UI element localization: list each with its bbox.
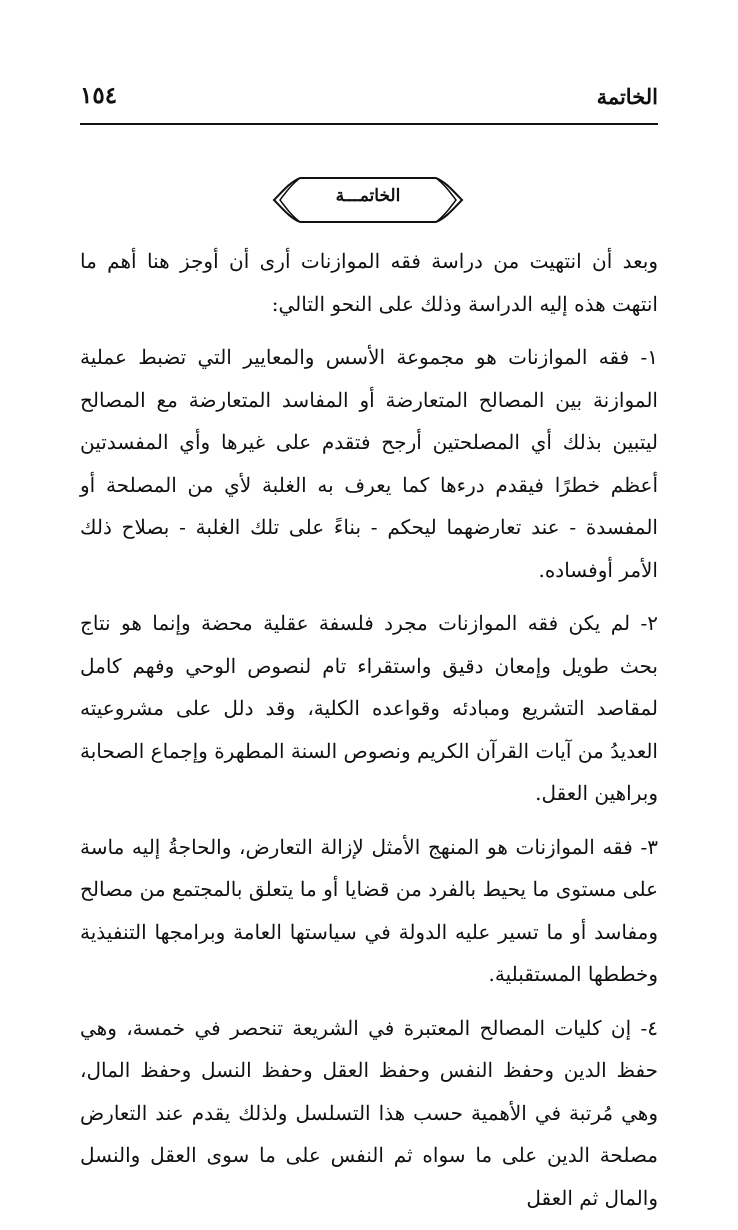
- running-header: [80, 78, 658, 118]
- section-title-frame: [270, 174, 466, 226]
- running-header-title: الخاتمة: [596, 84, 658, 109]
- section-title: الخاتمـــة: [335, 186, 401, 206]
- paragraph-intro: وبعد أن انتهيت من دراسة فقه الموازنات أرى أن أوجز هنا أهم ما انتهت هذه إليه الدراسة وذلك على النحو التالي:: [80, 249, 658, 316]
- paragraph-point-4: ٤- إن كليات المصالح المعتبرة في الشريعة تنحصر في خمسة، وهي حفظ الدين وحفظ النفس وحفظ العقل وحفظ النسل وحفظ المال، وهي مُرتبة في الأهمية حسب هذا التسلسل ولذلك يقدم عند التعارض مصلحة الدين على ما سواه ثم النفس على ما سوى العقل والنسل والمال ثم العقل: [80, 1015, 658, 1210]
- header-divider: [80, 123, 658, 125]
- paragraph-point-3: ٣- فقه الموازنات هو المنهج الأمثل لإزالة التعارض، والحاجةُ إليه ماسة على مستوى ما يحيط بالفرد من قضايا أو ما يتعلق بالمجتمع من مصالح ومفاسد أو ما تسير عليه الدولة في سياستها العامة وبرامجها التنفيذية وخططها المستقبلية.: [80, 834, 658, 986]
- paragraph-point-1: ١- فقه الموازنات هو مجموعة الأسس والمعايير التي تضبط عملية الموازنة بين المصالح المتعارضة أو المفاسد المتعارضة مع المصالح ليتبين بذلك أي المصلحتين أرجح فتقدم على غيرها وأي المفسدتين أعظم خطرًا فيقدم درءها كما يعرف به الغلبة لأي من المصلحة أو المفسدة - عند تعارضهما ليحكم - بناءً على تلك الغلبة - بصلاح ذلك الأمر أوفساده.: [80, 345, 658, 582]
- page-number: ١٥٤: [80, 82, 118, 109]
- body-text: [80, 240, 658, 1230]
- paragraph-point-2: ٢- لم يكن فقه الموازنات مجرد فلسفة عقلية محضة وإنما هو نتاج بحث طويل وإمعان دقيق واستقراء تام لنصوص الوحي وفهم كامل لمقاصد التشريع ومبادئه وقواعده الكلية، وقد دلل على مشروعيته العديدُ من آيات القرآن الكريم ونصوص السنة المطهرة وإجماع الصحابة وبراهين العقل.: [80, 611, 658, 805]
